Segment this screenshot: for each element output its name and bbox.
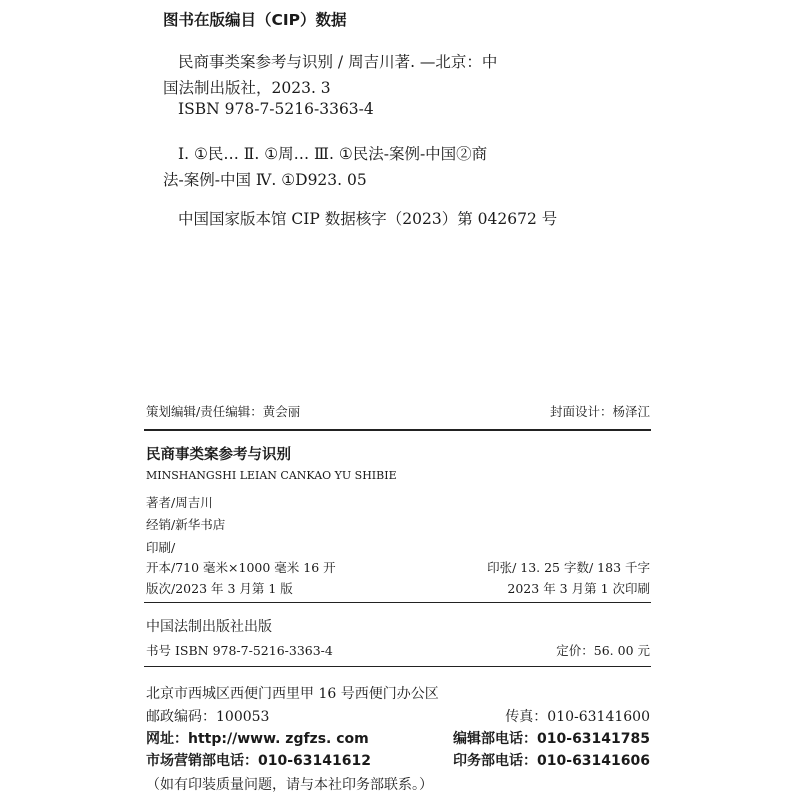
divider-middle — [144, 602, 651, 603]
book-edition: 版次/2023 年 3 月第 1 版 — [146, 581, 293, 596]
book-printer: 印刷/ — [146, 540, 176, 555]
divider-top — [144, 429, 651, 431]
publisher-isbn: 书号 ISBN 978-7-5216-3363-4 — [146, 643, 333, 658]
cip-classification-line-1: Ⅰ. ①民… Ⅱ. ①周… Ⅲ. ①民法-案例-中国②商 — [178, 145, 488, 163]
book-price: 定价：56. 00 元 — [556, 643, 650, 658]
cip-heading: 图书在版编目（CIP）数据 — [163, 11, 347, 29]
editorial-phone: 编辑部电话：010-63141785 — [453, 731, 650, 747]
cip-bibliographic-line-2: 国法制出版社，2023. 3 — [163, 79, 331, 97]
book-title-pinyin: MINSHANGSHI LEIAN CANKAO YU SHIBIE — [146, 469, 397, 482]
printing-dept-phone: 印务部电话：010-63141606 — [453, 753, 650, 769]
marketing-phone: 市场营销部电话：010-63141612 — [146, 753, 371, 769]
cip-record-number: 中国国家版本馆 CIP 数据核字（2023）第 042672 号 — [178, 210, 558, 228]
publisher-fax: 传真：010-63141600 — [505, 709, 650, 725]
book-title: 民商事类案参考与识别 — [146, 447, 291, 463]
divider-bottom — [144, 666, 651, 667]
cover-design-credit: 封面设计：杨泽江 — [549, 404, 650, 419]
book-distributor: 经销/新华书店 — [146, 517, 226, 532]
book-printing: 2023 年 3 月第 1 次印刷 — [507, 581, 650, 596]
publisher-address: 北京市西城区西便门西里甲 16 号西便门办公区 — [146, 686, 439, 702]
book-author: 著者/周吉川 — [146, 495, 213, 510]
publisher-website: 网址：http://www. zgfzs. com — [146, 731, 369, 747]
cip-bibliographic-line-1: 民商事类案参考与识别 / 周吉川著. —北京：中 — [178, 53, 498, 71]
cip-classification-line-2: 法-案例-中国 Ⅳ. ①D923. 05 — [163, 171, 367, 189]
book-sheets-wordcount: 印张/ 13. 25 字数/ 183 千字 — [487, 560, 650, 575]
publisher-postcode: 邮政编码：100053 — [146, 709, 270, 725]
editors-credit: 策划编辑/责任编辑：黄会丽 — [146, 404, 301, 419]
quality-notice: （如有印装质量问题，请与本社印务部联系。） — [146, 777, 433, 793]
publisher-name: 中国法制出版社出版 — [146, 619, 272, 635]
book-format: 开本/710 毫米×1000 毫米 16 开 — [146, 560, 336, 575]
cip-isbn: ISBN 978-7-5216-3363-4 — [178, 100, 374, 118]
